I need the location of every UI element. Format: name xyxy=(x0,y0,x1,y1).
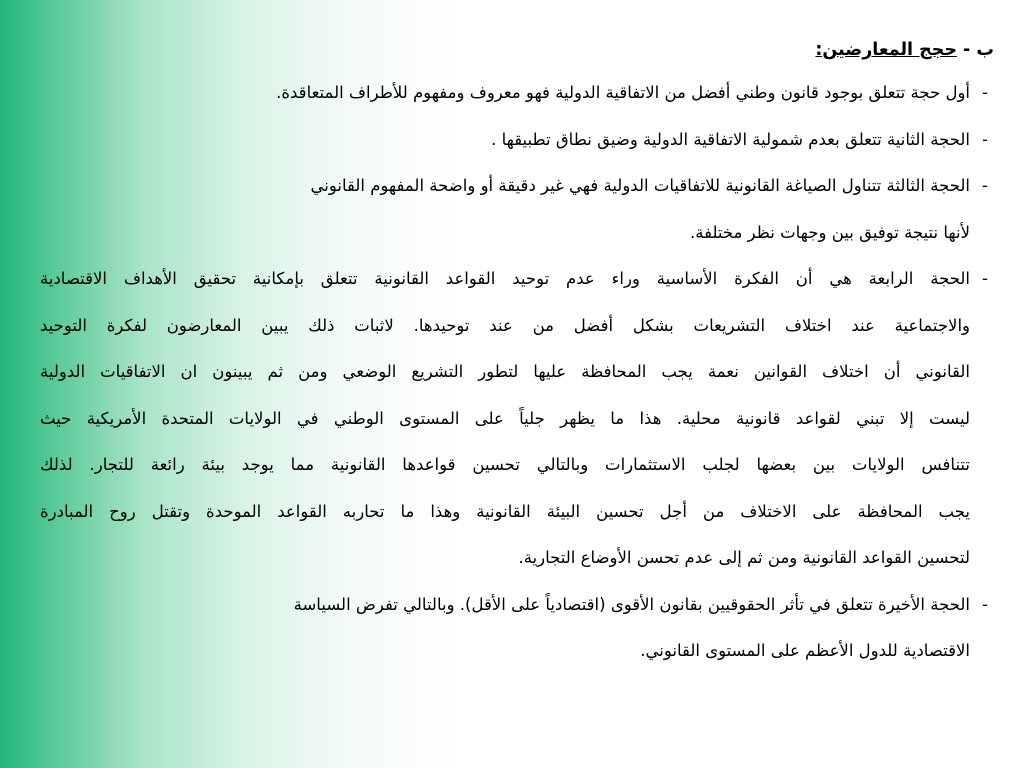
bullet-dash: - xyxy=(982,129,988,149)
list-item-line: الحجة الأخيرة تتعلق في تأثر الحقوقيين بقانون الأقوى (اقتصادياً على الأقل). وبالتالي تفرض السياسة xyxy=(293,594,970,614)
list-item xyxy=(40,256,994,582)
heading-title: حجج المعارضين: xyxy=(815,40,957,60)
list-item-line: الاقتصادية للدول الأعظم على المستوى القانوني. xyxy=(640,641,970,660)
list-item-line: لأنها نتيجة توفيق بين وجهات نظر مختلفة. xyxy=(690,222,970,242)
list-item xyxy=(40,582,994,675)
section-heading xyxy=(40,30,994,70)
slide-content xyxy=(40,30,994,675)
list-item-line: القانوني أن اختلاف القوانين نعمة يجب المحافظة عليها لتطور التشريع الوضعي ومن ثم يبينون ان الاتفاقيات الدولية xyxy=(40,362,970,381)
bullet-dash: - xyxy=(982,594,988,614)
list-item-line: تتنافس الولايات بين بعضها لجلب الاستثمارات وبالتالي تحسين قواعدها القانونية مما يوجد بيئة رائعة للتجار. لذلك xyxy=(40,455,970,474)
list-item-line: والاجتماعية عند اختلاف التشريعات بشكل أفضل من عند توحيدها. لاثبات ذلك يبين المعارضون لفكرة التوحيد xyxy=(40,315,970,335)
list-item-line: الحجة الرابعة هي أن الفكرة الأساسية وراء عدم توحيد القواعد القانونية تتعلق بإمكانية تحقيق الأهداف الاقتصادية xyxy=(40,269,970,288)
heading-prefix: ب - xyxy=(963,40,994,60)
bullet-dash: - xyxy=(982,176,988,195)
list-item-line: يجب المحافظة على الاختلاف من أجل تحسين البيئة القانونية وهذا ما تحاربه القواعد الموحدة وتقتل روح المبادرة xyxy=(40,501,970,521)
list-item xyxy=(40,163,994,256)
bullet-dash: - xyxy=(982,83,988,102)
list-item-line: لتحسين القواعد القانونية ومن ثم إلى عدم تحسن الأوضاع التجارية. xyxy=(518,548,970,567)
list-item-line: الحجة الثانية تتعلق بعدم شمولية الاتفاقية الدولية وضيق نطاق تطبيقها . xyxy=(491,129,970,149)
list-item-line: الحجة الثالثة تتناول الصياغة القانونية للاتفاقيات الدولية فهي غير دقيقة أو واضحة المفهوم القانوني xyxy=(310,176,970,195)
list-item xyxy=(40,117,994,164)
list-item-line: أول حجة تتعلق بوجود قانون وطني أفضل من الاتفاقية الدولية فهو معروف ومفهوم للأطراف المتعاقدة. xyxy=(276,83,970,102)
bullet-dash: - xyxy=(982,269,988,288)
list-item xyxy=(40,70,994,117)
list-item-line: ليست إلا تبني لقواعد قانونية محلية. هذا ما يظهر جلياً على المستوى الوطني في الولايات المتحدة الأمريكية حيث xyxy=(40,408,970,428)
